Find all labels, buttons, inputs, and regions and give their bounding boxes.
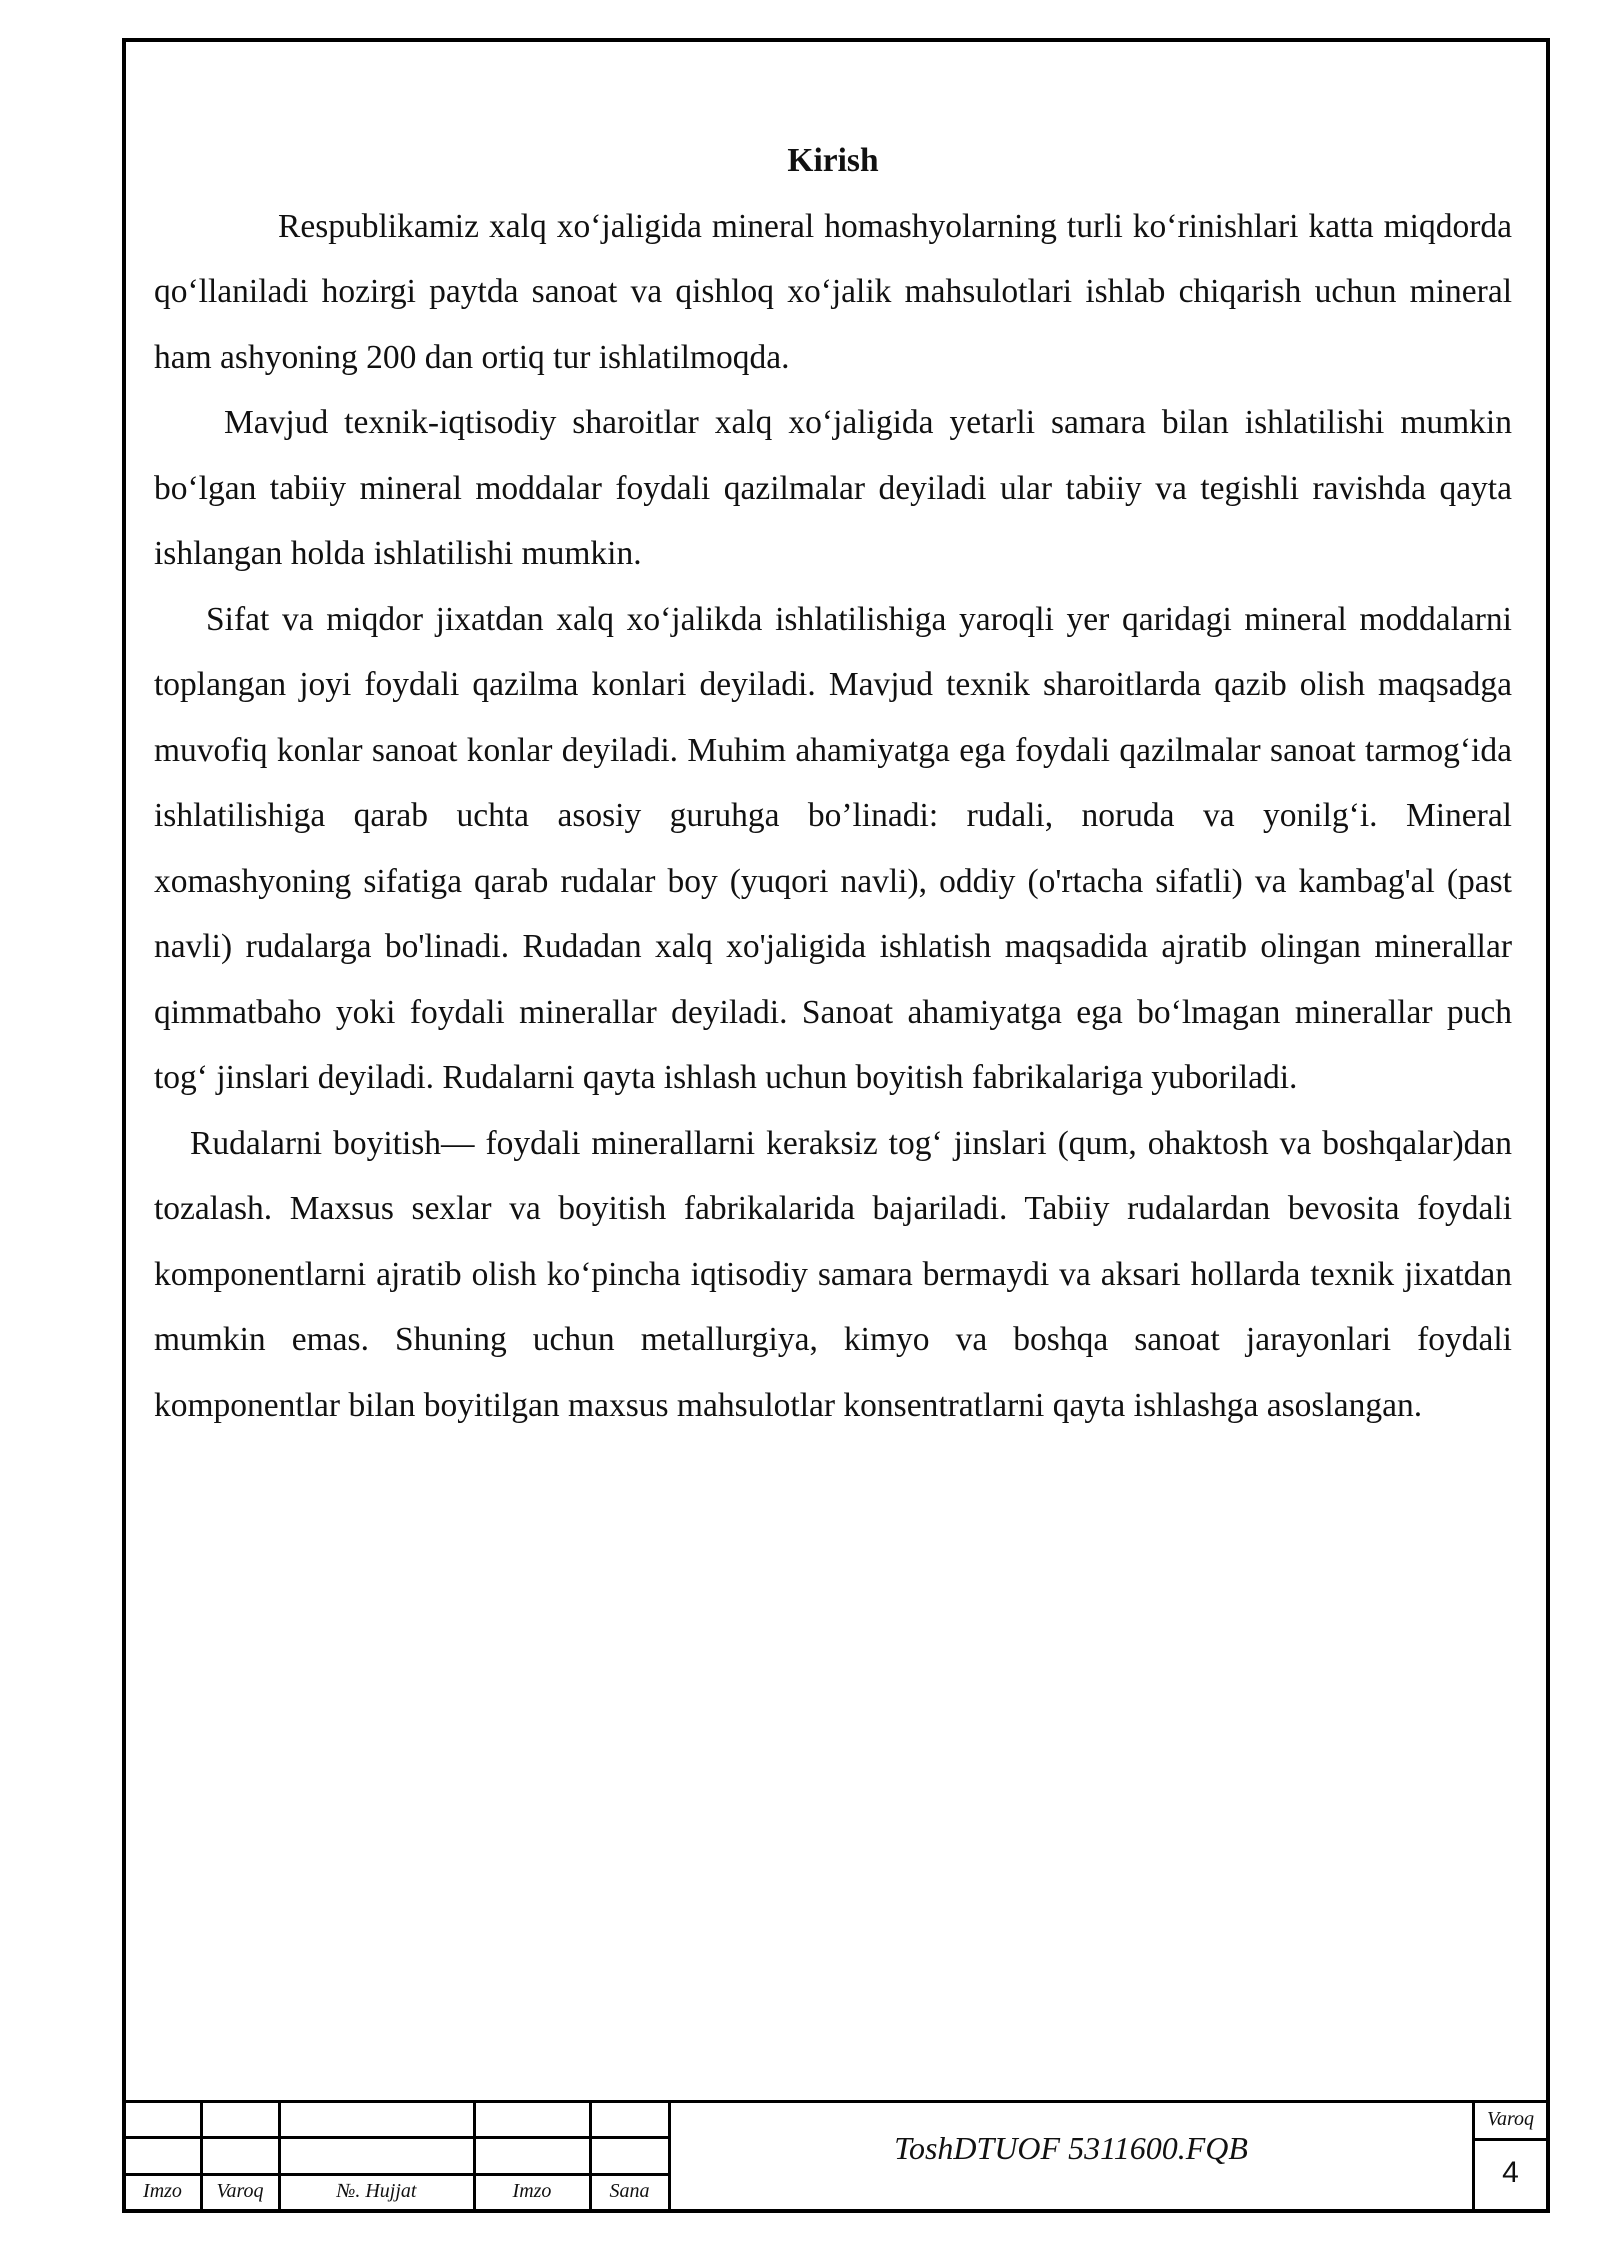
paragraph-1: Respublikamiz xalq xo‘jaligida mineral homashyolarning turli ko‘rinishlari katta miqdorda qo‘llaniladi hozirgi paytda sanoat va qishloq xo‘jalik mahsulotlari ishlab chiqarish uchun mineral ham ashyoning 200 dan ortiq tur ishlatilmoqda. xyxy=(154,207,1512,376)
caption-hujjat: №. Hujjat xyxy=(336,2180,417,2202)
document-title: Kirish xyxy=(787,142,879,179)
document-code: ToshDTUOF 5311600.FQB xyxy=(894,2130,1248,2166)
paragraph-2: Mavjud texnik-iqtisodiy sharoitlar xalq xo‘jaligida yetarli samara bilan ishlatilishi mumkin bo‘lgan tabiiy mineral moddalar foydali qazilmalar deyiladi ular tabiiy va tegishli ravishda qayta ishlangan holda ishlatilishi mumkin. xyxy=(154,404,1512,572)
sheet-label: Varoq xyxy=(1486,2108,1535,2130)
document-body xyxy=(154,128,1512,1438)
paragraph-4: Rudalarni boyitish— foydali minerallarni keraksiz tog‘ jinslari (qum, ohaktosh va boshqalar)dan tozalash. Maxsus sexlar va boyitish fabrikalarida bajariladi. Tabiiy rudalardan bevosita foydali komponentlarni ajratib olish ko‘pincha iqtisodiy samara bermaydi va aksari hollarda texnik jixatdan mumkin emas. Shuning uchun metallurgiya, kimyo va boshqa sanoat jarayonlari foydali komponentlar bilan boyitilgan maxsus mahsulotlar konsentratlarni qayta ishlashga asoslangan. xyxy=(154,1124,1512,1424)
sheet-number: 4 xyxy=(1502,2156,1519,2189)
caption-imzo-1: Imzo xyxy=(143,2180,182,2202)
caption-varoq: Varoq xyxy=(216,2180,264,2202)
paragraph-3: Sifat va miqdor jixatdan xalq xo‘jalikda ishlatilishiga yaroqli yer qaridagi mineral moddalarni toplangan joyi foydali qazilma konlari deyiladi. Mavjud texnik sharoitlarda qazib olish maqsadga muvofiq konlar sanoat konlar deyiladi. Muhim ahamiyatga ega foydali qazilmalar sanoat tarmog‘ida ishlatilishiga qarab uchta asosiy guruhga bo’linadi: rudali, noruda va yonilg‘i. Mineral xomashyoning sifatiga qarab rudalar boy (yuqori navli), oddiy (o'rtacha sifatli) va kambag'al (past navli) rudalarga bo'linadi. Rudadan xalq xo'jaligida ishlatish maqsadida ajratib olingan minerallar qimmatbaho yoki foydali minerallar deyiladi. Sanoat ahamiyatga ega bo‘lmagan minerallar puch tog‘ jinslari deyiladi. Rudalarni qayta ishlash uchun boyitish fabrikalariga yuboriladi. xyxy=(154,600,1512,1096)
stamp-top-border xyxy=(125,2100,1547,2103)
caption-sana: Sana xyxy=(609,2180,650,2202)
caption-imzo-2: Imzo xyxy=(512,2180,552,2202)
stamp-sheet-line xyxy=(1472,2138,1547,2141)
title-block xyxy=(125,2100,1547,2210)
